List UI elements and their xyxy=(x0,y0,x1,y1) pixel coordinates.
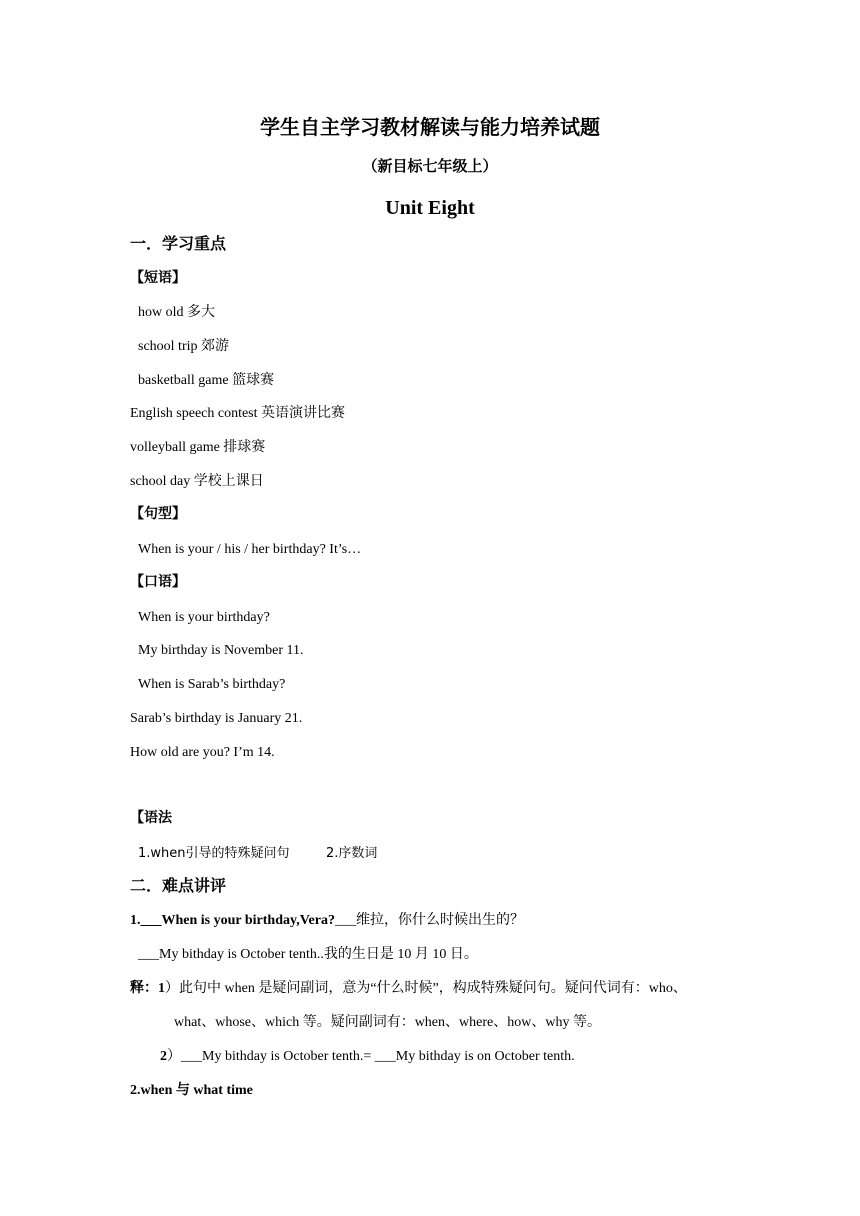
note-number: 2 xyxy=(160,1049,167,1064)
blank: ___ xyxy=(140,913,162,928)
phrase-item: English speech contest 英语演讲比赛 xyxy=(130,406,346,421)
point-1-note-1-continued: what、whose、which 等。疑问副词有：when、where、how、why 等。 xyxy=(174,1015,601,1030)
oral-item: My birthday is November 11. xyxy=(138,643,304,658)
grammar-label: 【语法 xyxy=(130,811,172,826)
point-2-title: 2.when 与 what time xyxy=(130,1083,253,1098)
oral-label: 【口语】 xyxy=(130,575,186,590)
point-1-answer: ___My bithday is October tenth..我的生日是 10 月 10 日。 xyxy=(138,947,478,962)
oral-item: When is Sarab’s birthday? xyxy=(138,677,286,692)
oral-item: When is your birthday? xyxy=(138,610,270,625)
section-heading-difficulties: 二．难点讲评 xyxy=(130,878,227,895)
phrase-item: school trip 郊游 xyxy=(138,339,229,354)
oral-item: Sarab’s birthday is January 21. xyxy=(130,711,303,726)
oral-item: How old are you? I’m 14. xyxy=(130,745,275,760)
patterns-label: 【句型】 xyxy=(130,507,186,522)
phrases-label: 【短语】 xyxy=(130,271,186,286)
note-label: 释： xyxy=(130,981,158,996)
unit-title: Unit Eight xyxy=(385,197,475,219)
point-1-note-1 xyxy=(130,980,687,998)
note-number: 1 xyxy=(158,981,165,996)
pattern-item: When is your / his / her birthday? It’s… xyxy=(138,542,362,557)
document-subtitle: （新目标七年级上） xyxy=(362,159,498,175)
phrase-item: how old 多大 xyxy=(138,305,215,320)
point-1-note-2 xyxy=(160,1048,575,1066)
note-text: ）___My bithday is October tenth.= ___My bithday is on October tenth. xyxy=(167,1049,575,1064)
point-1-question-line xyxy=(130,912,524,930)
grammar-item-2: 2.序数词 xyxy=(326,846,378,861)
blank: ___ xyxy=(334,913,356,928)
phrase-item: basketball game 篮球赛 xyxy=(138,373,275,388)
grammar-item-1: 1.when引导的特殊疑问句 xyxy=(138,846,290,861)
point-1-question-translation: 维拉，你什么时候出生的？ xyxy=(355,913,524,928)
point-1-question: When is your birthday,Vera? xyxy=(161,913,335,928)
section-heading-key-points: 一．学习重点 xyxy=(130,236,227,253)
point-1-number: 1. xyxy=(130,913,141,928)
document-title: 学生自主学习教材解读与能力培养试题 xyxy=(260,117,600,139)
phrase-item: school day 学校上课日 xyxy=(130,474,264,489)
note-text: ）此句中 when 是疑问副词，意为“什么时候”，构成特殊疑问句。疑问代词有：who、 xyxy=(165,981,687,996)
phrase-item: volleyball game 排球赛 xyxy=(130,440,266,455)
